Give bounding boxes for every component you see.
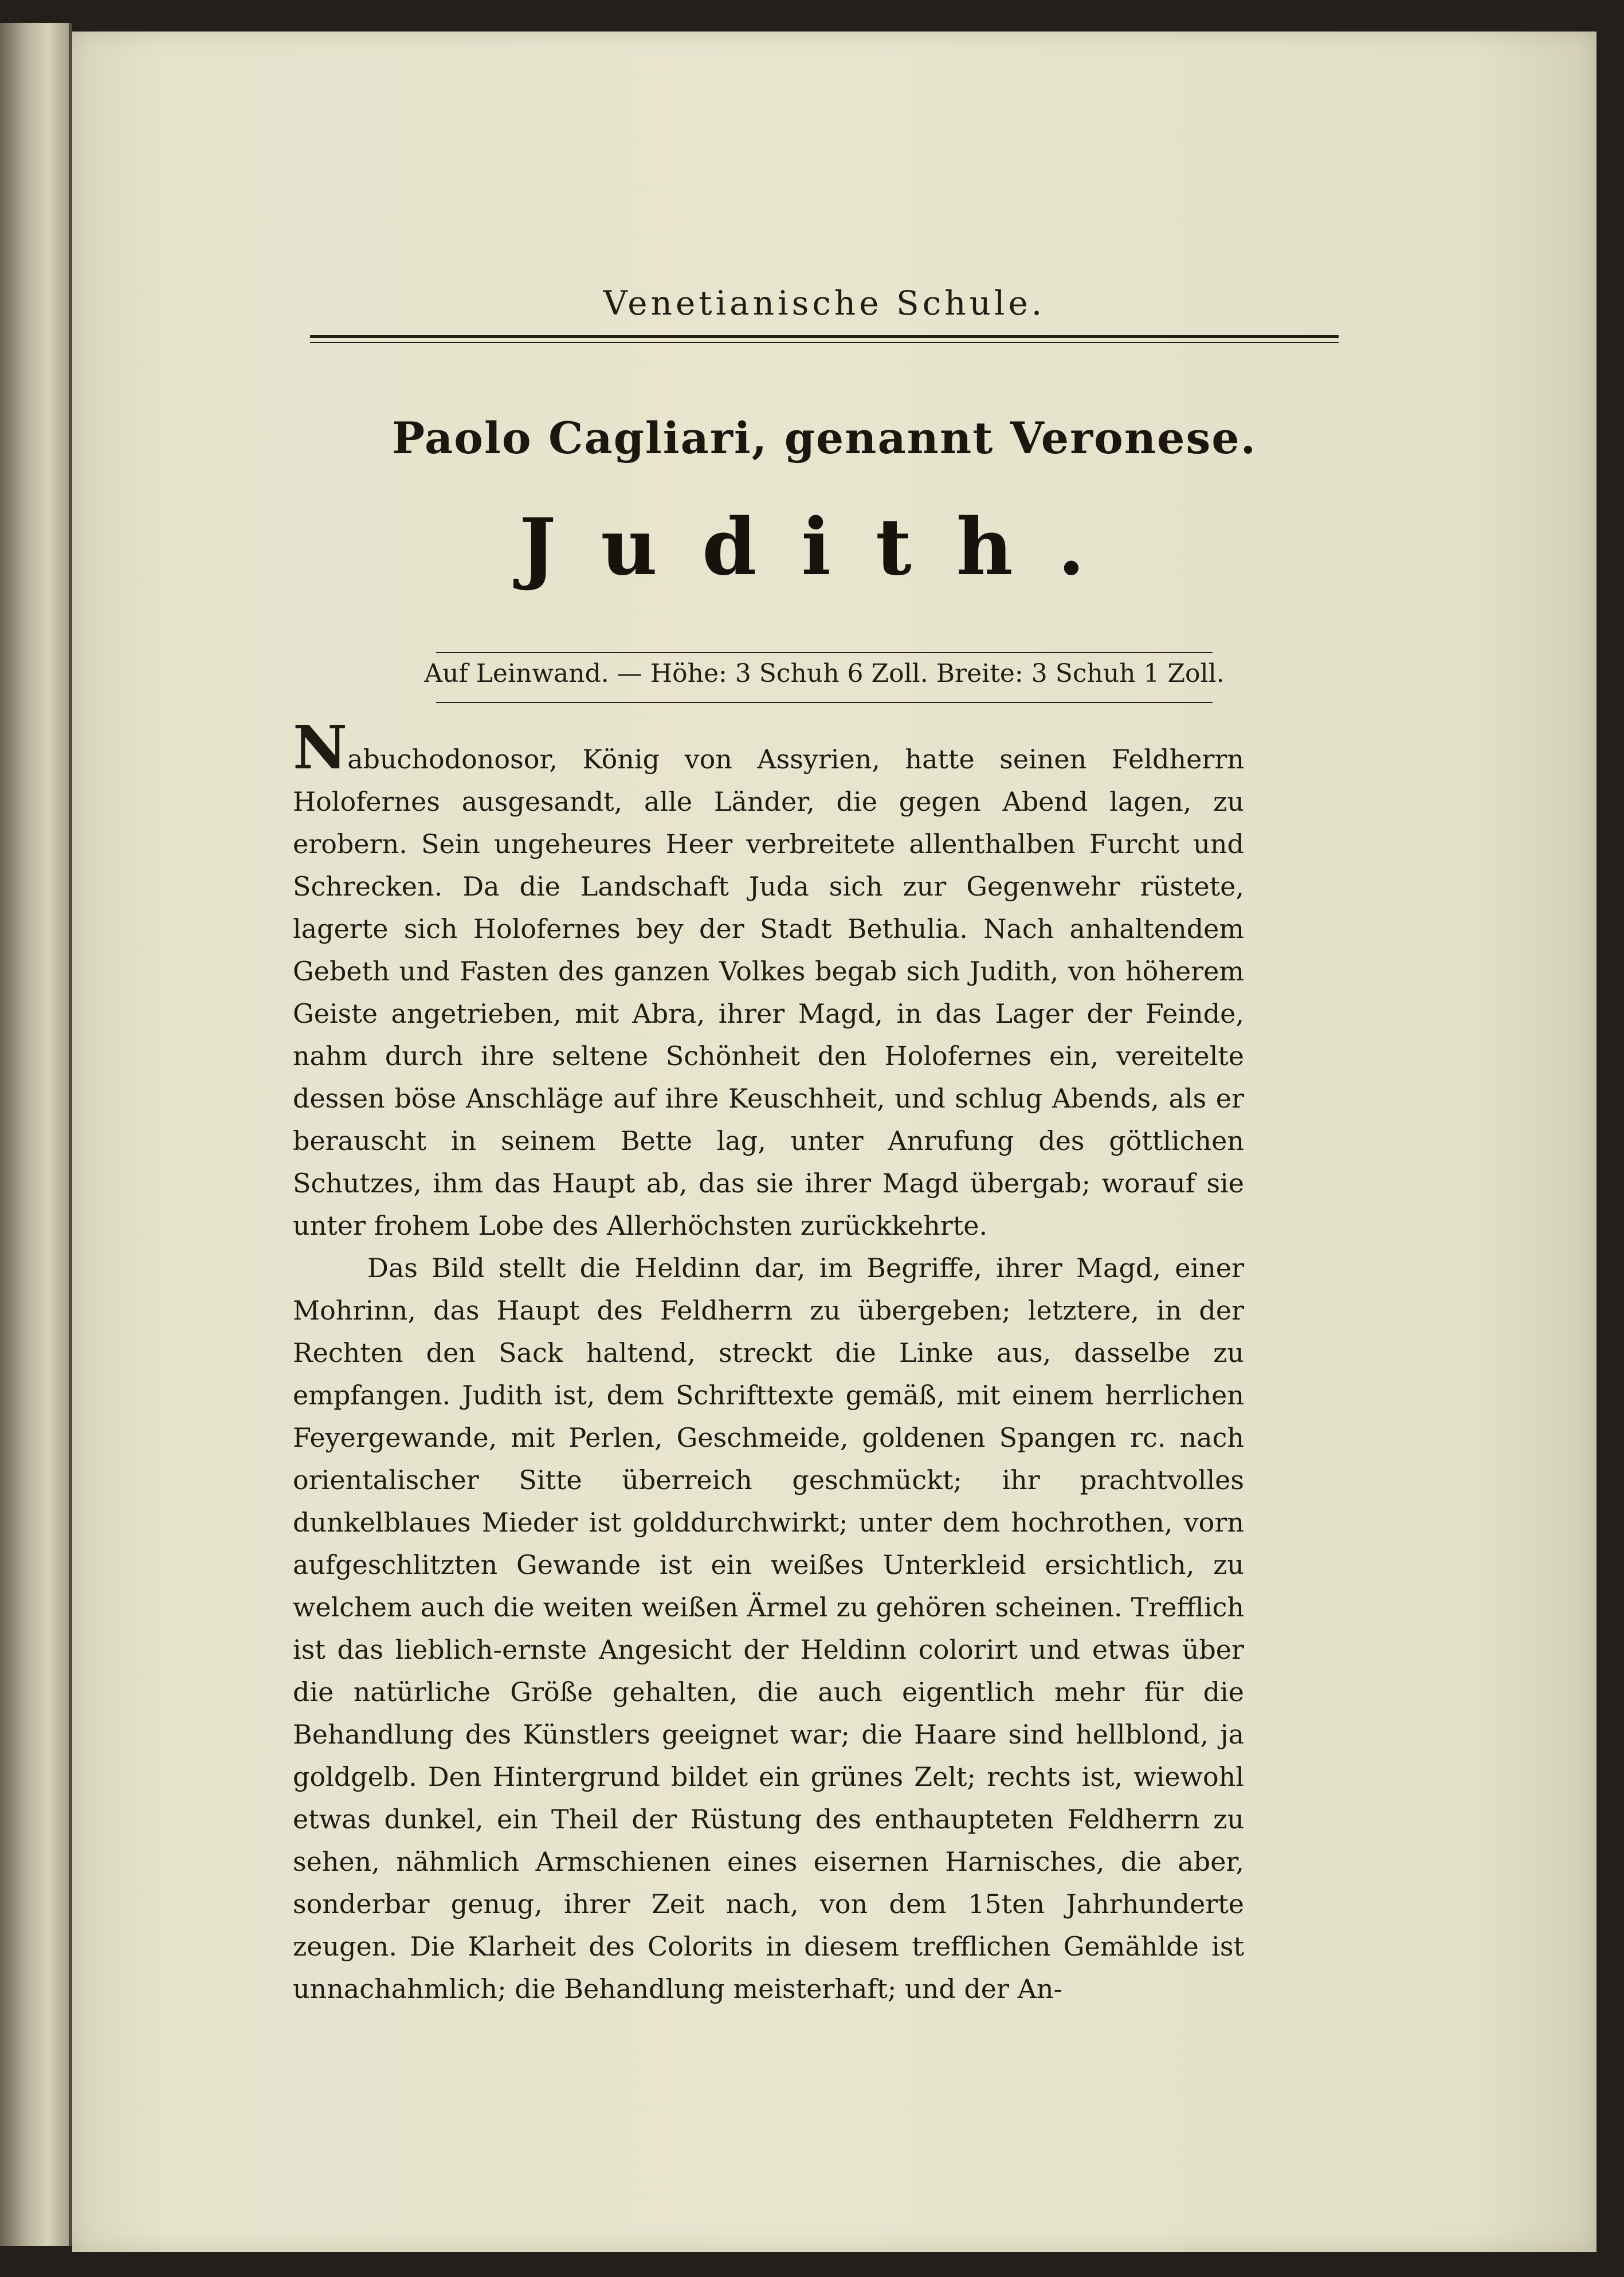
dimensions-rule-top xyxy=(436,652,1213,653)
painting-dimensions: Auf Leinwand. — Höhe: 3 Schuh 6 Zoll. Breite: 3 Schuh 1 Zoll. xyxy=(424,659,1225,688)
previous-page-edge xyxy=(0,23,72,2246)
drop-cap: N xyxy=(293,712,348,783)
dimensions-rule-bottom xyxy=(436,702,1213,703)
running-head: Venetianische Schule. xyxy=(603,284,1046,323)
header-double-rule xyxy=(310,335,1339,343)
painting-title: Judith. xyxy=(519,501,1130,593)
paragraph-story xyxy=(293,712,1244,1247)
paragraph-description: Das Bild stellt die Heldinn dar, im Begriffe, ihrer Magd, einer Mohrinn, das Haupt des Feldherrn zu übergeben; letztere, in der Rechten den Sack haltend, streckt die Linke aus, dasselbe zu empfangen. Judith ist, dem Schrifttexte gemäß, mit einem herrlichen Feyergewande, mit Perlen, Geschmeide, goldenen Spangen rc. nach orientalischer Sitte überreich geschmückt; ihr prachtvolles dunkelblaues Mieder ist golddurchwirkt; unter dem hochrothen, vorn aufgeschlitzten Gewande ist ein weißes Unterkleid ersichtlich, zu welchem auch die weiten weißen Ärmel zu gehören scheinen. Trefflich ist das lieblich-ernste Angesicht der Heldinn colorirt und etwas über die natürliche Größe gehalten, die auch eigentlich mehr für die Behandlung des Künstlers geeignet war; die Haare sind hellblond, ja goldgelb. Den Hintergrund bildet ein grünes Zelt; rechts ist, wiewohl etwas dunkel, ein Theil der Rüstung des enthaupteten Feldherrn zu sehen, nähmlich Armschienen eines eisernen Harnisches, die aber, sonderbar genug, ihrer Zeit nach, von dem 15ten Jahrhunderte zeugen. Die Klarheit des Colorits in diesem trefflichen Gemählde ist unnachahmlich; die Behandlung meisterhaft; und der An- xyxy=(293,1253,1244,2004)
body-text xyxy=(293,712,1244,2010)
page-sheet xyxy=(72,32,1596,2252)
paragraph-story-text: abuchodonosor, König von Assyrien, hatte seinen Feldherrn Holofernes ausgesandt, alle Länder, die gegen Abend lagen, zu erobern. Sein ungeheures Heer verbreitete allenthalben Furcht und Schrecken. Da die Landschaft Juda sich zur Gegenwehr rüstete, lagerte sich Holofernes bey der Stadt Bethulia. Nach anhaltendem Gebeth und Fasten des ganzen Volkes begab sich Judith, von höherem Geiste angetrieben, mit Abra, ihrer Magd, in das Lager der Feinde, nahm durch ihre seltene Schönheit den Holofernes ein, vereitelte dessen böse Anschläge auf ihre Keuschheit, und schlug Abends, als er berauscht in seinem Bette lag, unter Anrufung des göttlichen Schutzes, ihm das Haupt ab, das sie ihrer Magd übergab; worauf sie unter frohem Lobe des Allerhöchsten zurückkehrte. xyxy=(293,744,1244,1241)
painter-name: Paolo Cagliari, genannt Veronese. xyxy=(391,413,1257,464)
